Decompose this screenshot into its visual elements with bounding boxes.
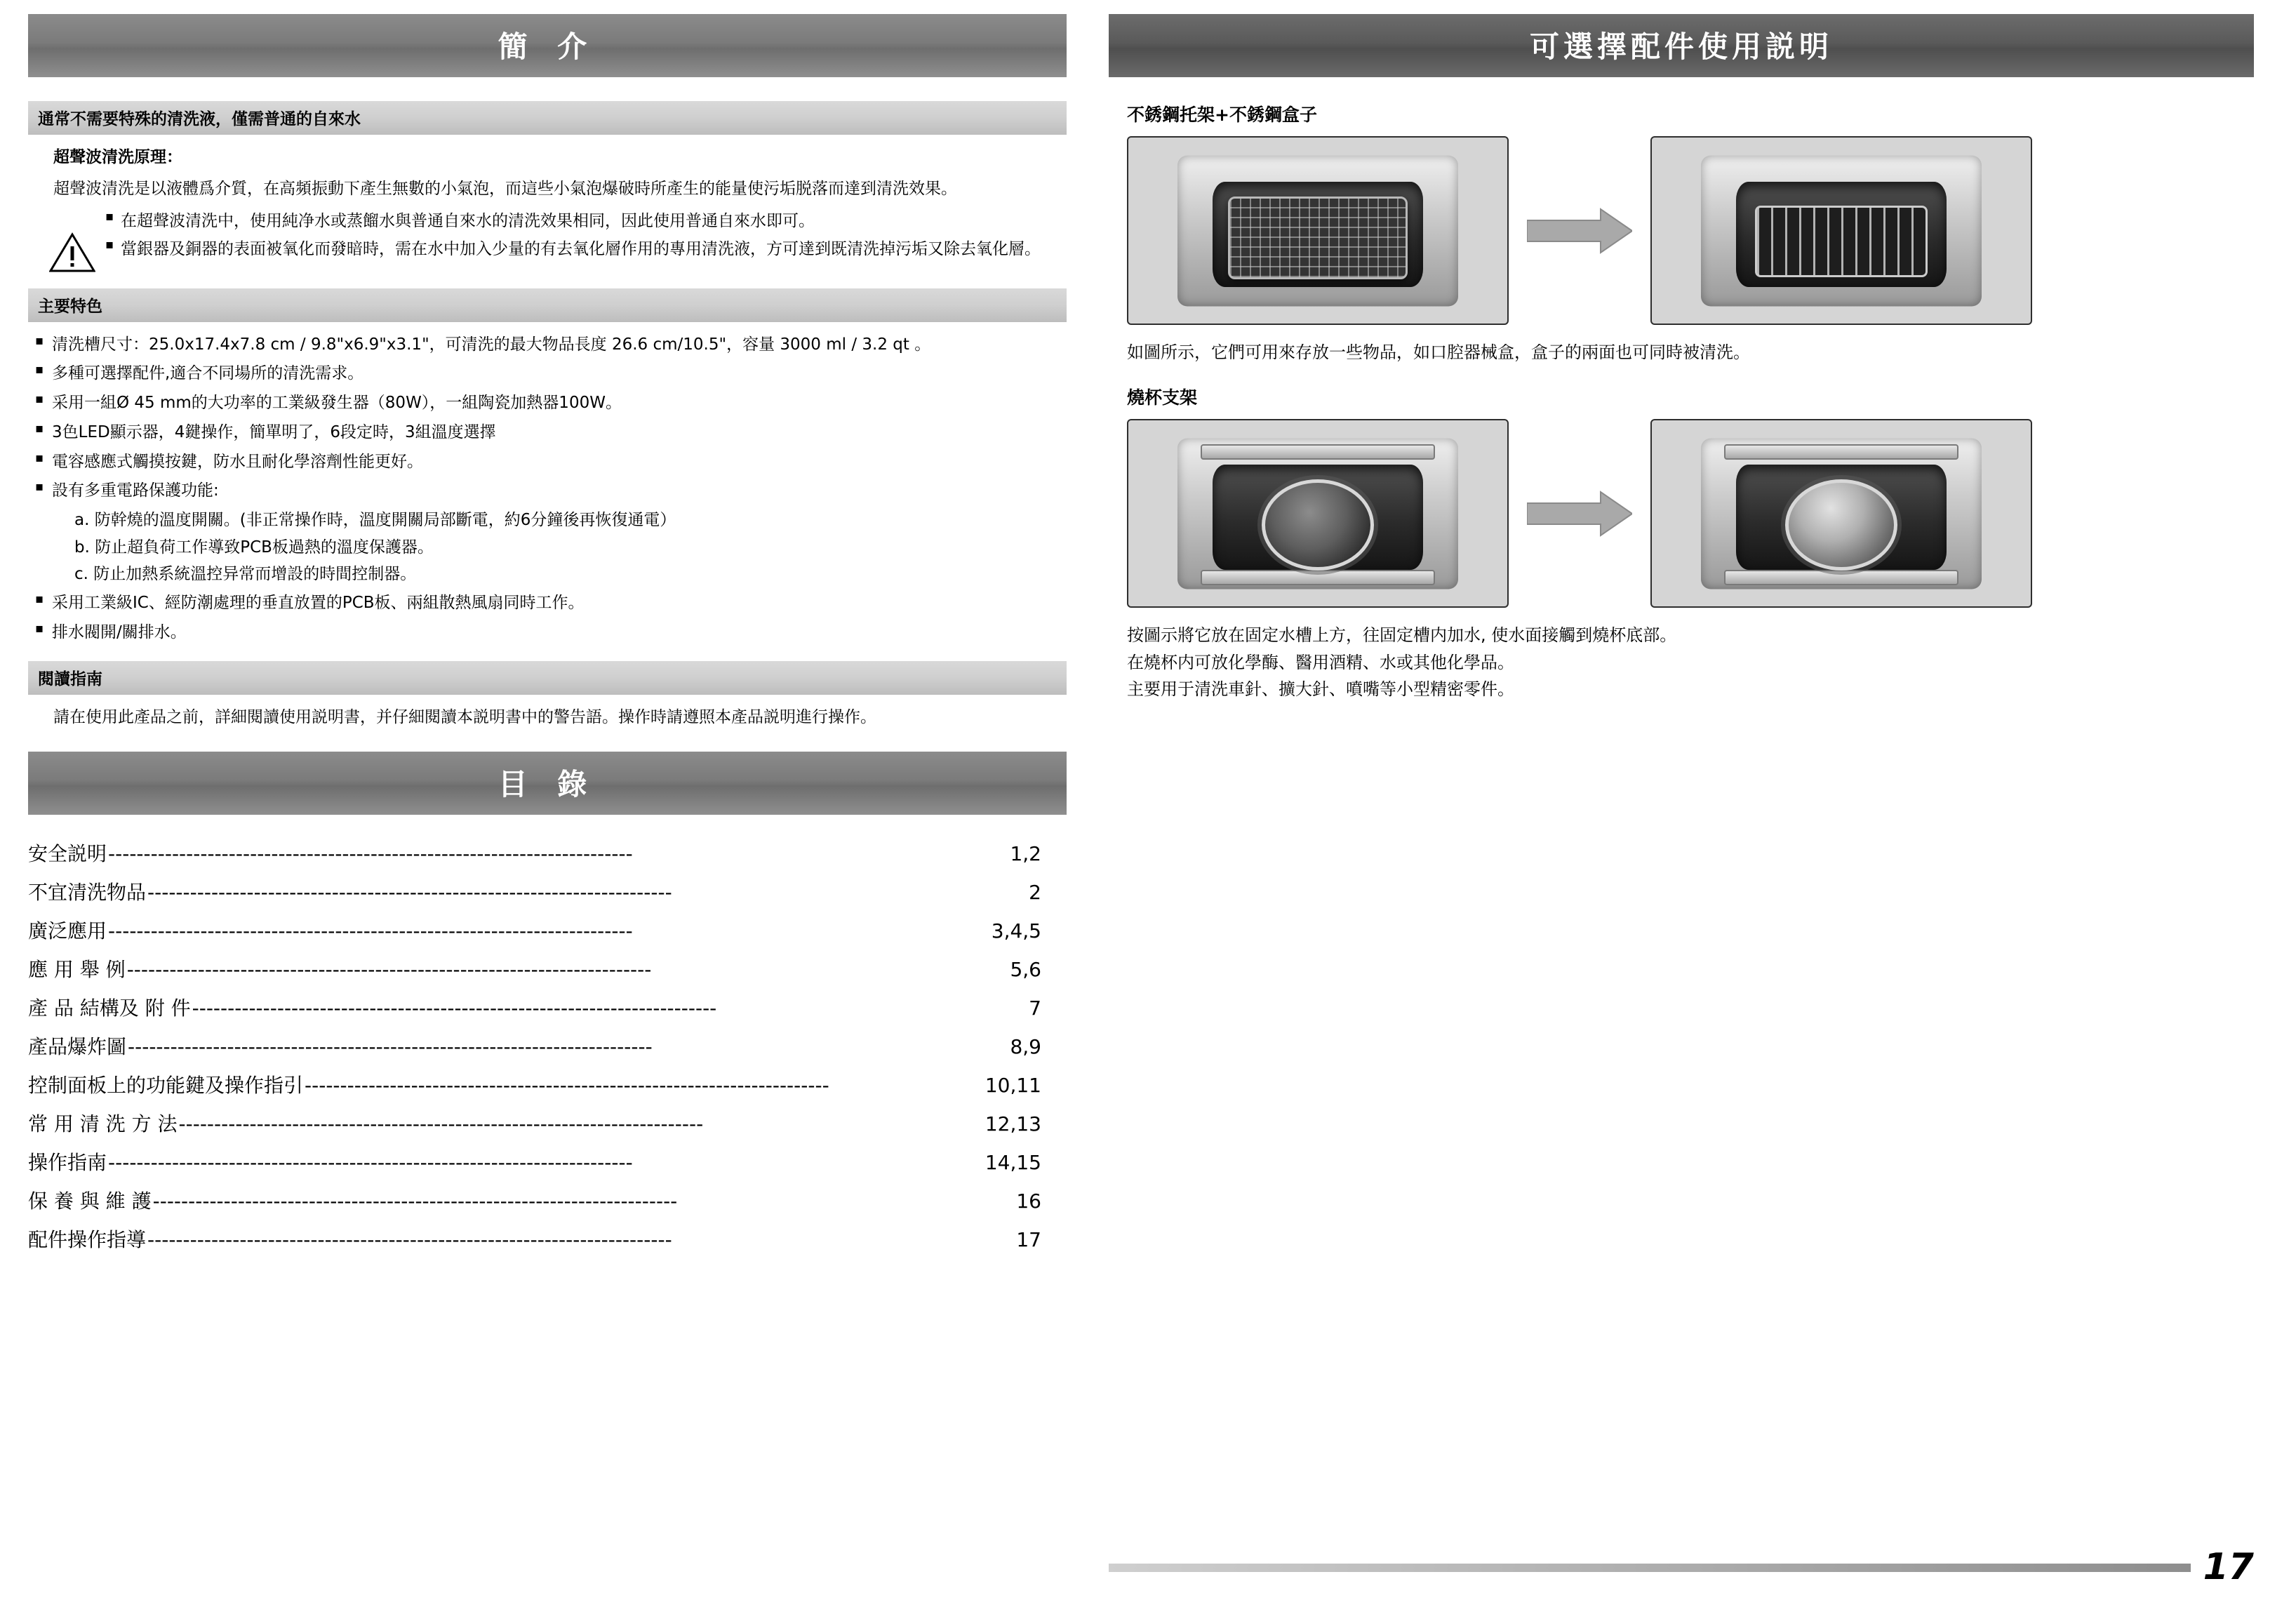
toc-page: 8,9 <box>1010 1035 1041 1059</box>
principle-heading: 超聲波清洗原理： <box>53 148 182 166</box>
table-of-contents <box>28 839 1067 1253</box>
section-features-heading: 主要特色 <box>28 288 1067 322</box>
toc-dots: -------------------------------------------------------------------------- <box>108 919 633 943</box>
toc-dots: -------------------------------------------------------------------------- <box>147 881 672 905</box>
sublist-item: c. 防止加熱系統溫控异常而增設的時間控制器。 <box>74 564 417 583</box>
accessory-2-caption <box>1127 622 2254 702</box>
toc-row <box>28 839 1041 867</box>
caption-line: 主要用于清洗車針、擴大針、噴嘴等小型精密零件。 <box>1127 679 1514 700</box>
warning-block <box>28 208 1067 276</box>
toc-row <box>28 1147 1041 1175</box>
list-item: ▪ 多種可選擇配件,適合不同場所的清洗需求。 <box>31 361 1039 387</box>
toc-page: 1,2 <box>1010 842 1041 866</box>
list-item: ▪ 清洗槽尺寸：25.0x17.4x7.8 cm / 9.8"x6.9"x3.1"，可清洗的最大物品長度 26.6 cm/10.5"，容量 3000 ml / 3.2 qt 。 <box>31 332 1039 358</box>
left-column <box>0 0 1067 1612</box>
toc-page: 14,15 <box>985 1151 1041 1175</box>
page-number: 17 <box>2203 1546 2254 1589</box>
toc-row <box>28 1032 1041 1060</box>
accessory-2-title: 燒杯支架 <box>1127 387 1198 408</box>
toc-label: 常 用 清 洗 方 法 <box>28 1112 178 1136</box>
toc-label: 產 品 結構及 附 件 <box>28 997 191 1020</box>
features-list-cont <box>28 590 1067 646</box>
principle-text: 超聲波清洗是以液體爲介質，在高頻振動下產生無數的小氣泡，而這些小氣泡爆破時所產生的能量使污垢脱落而達到清洗效果。 <box>53 180 957 199</box>
toc-page: 16 <box>1016 1190 1041 1213</box>
features-list <box>28 332 1067 505</box>
page-footer <box>1109 1546 2254 1589</box>
toc-dots: -------------------------------------------------------------------------- <box>305 1074 829 1098</box>
toc-label: 保 養 與 維 護 <box>28 1190 152 1213</box>
sublist-item: b. 防止超負荷工作導致PCB板過熱的溫度保護器。 <box>74 538 434 557</box>
footer-rule <box>1109 1564 2191 1572</box>
accessory-1-title: 不銹鋼托架+不銹鋼盒子 <box>1127 105 1317 125</box>
warning-item: ▪ 當銀器及銅器的表面被氧化而發暗時，需在水中加入少量的有去氧化層作用的專用清洗液，方可達到既清洗掉污垢又除去氧化層。 <box>102 237 1067 262</box>
toc-dots: -------------------------------------------------------------------------- <box>192 997 717 1020</box>
read-guide-text: 請在使用此產品之前，詳細閱讀使用説明書，并仔細閱讀本説明書中的警告語。操作時請遵照本產品説明進行操作。 <box>53 707 876 726</box>
accessory-1-caption: 如圖所示，它們可用來存放一些物品，如口腔器械盒，盒子的兩面也可同時被清洗。 <box>1127 342 1750 362</box>
toc-dots: -------------------------------------------------------------------------- <box>147 1228 672 1252</box>
figure-beaker-holder-empty <box>1127 419 1509 608</box>
toc-row <box>28 1070 1041 1098</box>
toc-row <box>28 877 1041 905</box>
accessories-title: 可選擇配件使用説明 <box>1109 14 2254 77</box>
accessory-1-figures <box>1127 136 2254 325</box>
accessory-2-figures <box>1127 419 2254 608</box>
toc-row <box>28 1186 1041 1214</box>
toc-page: 10,11 <box>985 1074 1041 1098</box>
right-column <box>1067 0 2296 1612</box>
toc-dots: -------------------------------------------------------------------------- <box>108 842 633 866</box>
arrow-right-icon <box>1527 489 1632 538</box>
toc-page: 12,13 <box>985 1112 1041 1136</box>
toc-row <box>28 916 1041 944</box>
warning-item: ▪ 在超聲波清洗中，使用純净水或蒸餾水與普通自來水的清洗效果相同，因此使用普通自來水即可。 <box>102 208 1067 234</box>
toc-label: 安全説明 <box>28 842 107 866</box>
list-item: ▪ 3色LED顯示器，4鍵操作，簡單明了，6段定時，3組溫度選擇 <box>31 420 1039 446</box>
toc-title: 目 錄 <box>28 752 1067 815</box>
toc-dots: -------------------------------------------------------------------------- <box>126 958 652 982</box>
list-item: ▪ 排水閥開/關排水。 <box>31 620 1039 646</box>
toc-label: 廣泛應用 <box>28 919 107 943</box>
section-water-heading: 通常不需要特殊的清洗液，僅需普通的自來水 <box>28 101 1067 135</box>
toc-dots: -------------------------------------------------------------------------- <box>178 1112 704 1136</box>
toc-dots: -------------------------------------------------------------------------- <box>152 1190 678 1213</box>
arrow-right-icon <box>1527 206 1632 255</box>
list-item: ▪ 采用一組Ø 45 mm的大功率的工業級發生器（80W），一組陶瓷加熱器100W。 <box>31 390 1039 416</box>
caption-line: 在燒杯内可放化學酶、醫用酒精、水或其他化學品。 <box>1127 652 1514 672</box>
toc-label: 產品爆炸圖 <box>28 1035 127 1059</box>
list-item: ▪ 采用工業級IC、經防潮處理的垂直放置的PCB板、兩組散熱風扇同時工作。 <box>31 590 1039 616</box>
toc-row <box>28 1225 1041 1253</box>
caption-line: 按圖示將它放在固定水槽上方，往固定槽内加水, 使水面接觸到燒杯底部。 <box>1127 625 1677 646</box>
warning-triangle-icon <box>49 208 102 276</box>
toc-page: 2 <box>1029 881 1041 905</box>
figure-beaker-holder-with-beaker <box>1650 419 2032 608</box>
warning-list <box>102 208 1067 266</box>
toc-row <box>28 1109 1041 1137</box>
toc-row <box>28 993 1041 1021</box>
section-read-heading: 閱讀指南 <box>28 661 1067 695</box>
toc-page: 17 <box>1016 1228 1041 1252</box>
intro-title: 簡 介 <box>28 14 1067 77</box>
toc-page: 5,6 <box>1010 958 1041 982</box>
toc-label: 控制面板上的功能鍵及操作指引 <box>28 1074 304 1098</box>
sublist-item: a. 防幹燒的溫度開關。(非正常操作時，溫度開關局部斷電，約6分鐘後再恢復通電） <box>74 511 676 530</box>
list-item: ▪ 電容感應式觸摸按鍵，防水且耐化學溶劑性能更好。 <box>31 449 1039 475</box>
toc-page: 7 <box>1029 997 1041 1020</box>
toc-label: 應 用 舉 例 <box>28 958 126 982</box>
list-item: ▪ 設有多重電路保護功能: <box>31 478 1039 504</box>
toc-page: 3,4,5 <box>991 919 1041 943</box>
toc-dots: -------------------------------------------------------------------------- <box>108 1151 633 1175</box>
figure-tank-with-rack <box>1650 136 2032 325</box>
toc-label: 配件操作指導 <box>28 1228 147 1252</box>
toc-row <box>28 954 1041 982</box>
protection-sublist <box>28 507 1067 587</box>
figure-tank-with-basket <box>1127 136 1509 325</box>
toc-label: 不宜清洗物品 <box>28 881 147 905</box>
toc-dots: -------------------------------------------------------------------------- <box>128 1035 653 1059</box>
toc-label: 操作指南 <box>28 1151 107 1175</box>
